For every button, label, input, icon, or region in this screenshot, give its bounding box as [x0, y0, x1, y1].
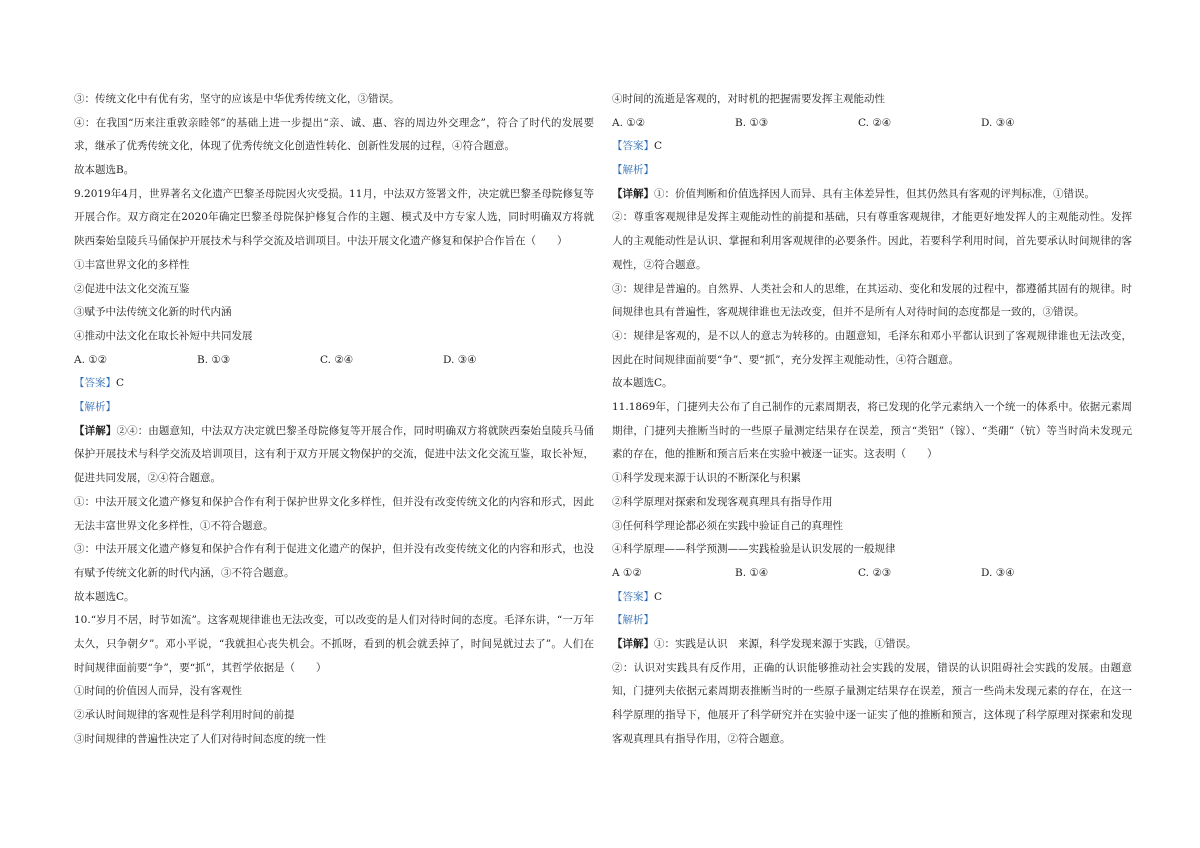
question-9-stem: 9.2019年4月，世界著名文化遗产巴黎圣母院因火灾受损。11月，中法双方签署文件，决定就巴黎圣母院修复等开展合作。双方商定在2020年确定巴黎圣母院保护修复合作的主题、模式及中方专家人选，同时明确双方将就陕西秦始皇陵兵马俑保护开展技术与科学交流及培训项目。中法开展文化遗产修复和保护合作旨在（ ）	[74, 187, 594, 248]
choices-row	[74, 349, 594, 373]
choice-d: D. ③④	[981, 566, 1015, 579]
analysis-label: 【解析】	[74, 401, 116, 414]
explanation-text: ①：价值判断和价值选择因人而异、具有主体差异性，但其仍然具有客观的评判标准，①错误。	[654, 187, 1095, 200]
choices-row	[612, 562, 1132, 586]
choice-b: B. ①③	[735, 116, 769, 129]
answer-value: C	[654, 590, 663, 603]
text-line: 故本题选C。	[74, 590, 135, 603]
choices-row	[612, 112, 1132, 136]
choice-a: A. ①②	[612, 116, 646, 129]
option-line: ②承认时间规律的客观性是科学利用时间的前提	[74, 709, 295, 722]
option-line: ④时间的流逝是客观的，对时机的把握需要发挥主观能动性	[612, 93, 885, 105]
answer-value: C	[116, 377, 125, 390]
answer-label: 【答案】	[612, 590, 654, 603]
answer-label: 【答案】	[612, 140, 654, 153]
explanation-paragraph: ③：中法开展文化遗产修复和保护合作有利于促进文化遗产的保护，但并没有改变传统文化的内容和形式，也没有赋予传统文化新的时代内涵，③不符合题意。	[74, 543, 594, 579]
analysis-label: 【解析】	[612, 164, 654, 177]
option-line: ①科学发现来源于认识的不断深化与积累	[612, 472, 801, 485]
choice-a: A. ①②	[74, 353, 108, 366]
choice-c: C. ②③	[858, 566, 892, 579]
option-line: ②促进中法文化交流互鉴	[74, 282, 190, 295]
right-column	[612, 88, 1132, 751]
option-line: ③赋予中法传统文化新的时代内涵	[74, 306, 232, 319]
text-line: 故本题选B。	[74, 164, 135, 177]
question-10-stem: 10.“岁月不居，时节如流”。这客观规律谁也无法改变，可以改变的是人们对待时间的态度。毛泽东讲，“一万年太久，只争朝夕”。邓小平说，“我就担心丧失机会。不抓呀，看到的机会就丢掉了，时间晃就过去了”。人们在时间规律面前要“争”，要“抓”，其哲学依据是（ ）	[74, 614, 594, 674]
answer-label: 【答案】	[74, 377, 116, 390]
explanation-paragraph: ②：尊重客观规律是发挥主观能动性的前提和基础，只有尊重客观规律，才能更好地发挥人的主观能动性。发挥人的主观能动性是认识、掌握和利用客观规律的必要条件。因此，若要科学利用时间，首先要承认时间规律的客观性，②符合题意。	[612, 211, 1132, 271]
left-column	[74, 88, 594, 751]
choice-b: B. ①④	[735, 566, 769, 579]
choice-d: D. ③④	[443, 353, 477, 366]
explanation-text: ②④：由题意知，中法双方决定就巴黎圣母院修复等开展合作，同时明确双方将就陕西秦始皇陵兵马俑保护开展技术与科学交流及培训项目，这有利于双方开展文物保护的交流，促进中法文化交流互鉴，取长补短，促进共同发展，②④符合题意。	[74, 424, 595, 485]
explanation-paragraph	[74, 420, 594, 491]
paragraph: ④：在我国“历来注重敦亲睦邻”的基础上进一步提出“亲、诚、惠、容的周边外交理念”，符合了时代的发展要求，继承了优秀传统文化，体现了优秀传统文化创造性转化、创新性发展的过程，④符合题意。	[74, 116, 594, 153]
choice-c: C. ②④	[858, 116, 892, 129]
option-line: ④推动中法文化在取长补短中共同发展	[74, 329, 253, 342]
choice-b: B. ①③	[197, 353, 231, 366]
explanation-paragraph: ③：规律是普遍的。自然界、人类社会和人的思维，在其运动、变化和发展的过程中，都遵循其固有的规律。时间规律也具有普遍性，客观规律谁也无法改变，但并不是所有人对待时间的态度都是一致的，③错误。	[612, 282, 1132, 319]
detail-label: 【详解】	[612, 637, 654, 650]
option-line: ②科学原理对探索和发现客观真理具有指导作用	[612, 495, 833, 508]
choice-c: C. ②④	[320, 353, 354, 366]
explanation-paragraph	[612, 183, 1132, 207]
choice-d: D. ③④	[981, 116, 1015, 129]
answer-line	[74, 372, 594, 396]
explanation-text: ①：实践是认识 来源，科学发现来源于实践，①错误。	[654, 637, 917, 650]
detail-label: 【详解】	[74, 424, 117, 437]
text-line: ③：传统文化中有优有劣，坚守的应该是中华优秀传统文化，③错误。	[74, 93, 400, 105]
option-line: ①时间的价值因人而异，没有客观性	[74, 685, 242, 698]
question-11-stem: 11.1869年，门捷列夫公布了自己制作的元素周期表，将已发现的化学元素纳入一个统一的体系中。依据元素周期律，门捷列夫推断当时的一些原子量测定结果存在误差，预言“类铝”（镓）、“类硼”（钪）等当时尚未发现元素的存在，他的推断和预言后来在实验中被逐一证实。这表明（ ）	[612, 401, 1132, 461]
answer-line	[612, 135, 1132, 159]
analysis-label: 【解析】	[612, 614, 654, 627]
answer-value: C	[654, 140, 663, 153]
text-line: 故本题选C。	[612, 377, 673, 390]
explanation-line	[612, 633, 1132, 657]
option-line: ①丰富世界文化的多样性	[74, 258, 190, 271]
option-line: ④科学原理——科学预测——实践检验是认识发展的一般规律	[612, 543, 896, 556]
answer-line	[612, 586, 1132, 610]
explanation-paragraph: ②：认识对实践具有反作用，正确的认识能够推动社会实践的发展，错误的认识阻碍社会实践的发展。由题意知，门捷列夫依据元素周期表推断当时的一些原子量测定结果存在误差，预言一些尚未发现元素的存在，在这一科学原理的指导下，他展开了科学研究并在实验中逐一证实了他的推断和预言，这体现了科学原理对探索和发现客观真理具有指导作用，②符合题意。	[612, 661, 1132, 745]
detail-label: 【详解】	[612, 187, 654, 200]
choice-a: A ①②	[612, 566, 642, 579]
option-line: ③时间规律的普遍性决定了人们对待时间态度的统一性	[74, 732, 326, 745]
explanation-paragraph: ①：中法开展文化遗产修复和保护合作有利于保护世界文化多样性，但并没有改变传统文化的内容和形式，因此无法丰富世界文化多样性，①不符合题意。	[74, 495, 594, 532]
option-line: ③任何科学理论都必须在实践中验证自己的真理性	[612, 519, 843, 532]
explanation-paragraph: ④：规律是客观的，是不以人的意志为转移的。由题意知，毛泽东和邓小平都认识到了客观规律谁也无法改变，因此在时间规律面前要“争”、要“抓”，充分发挥主观能动性，④符合题意。	[612, 329, 1132, 366]
